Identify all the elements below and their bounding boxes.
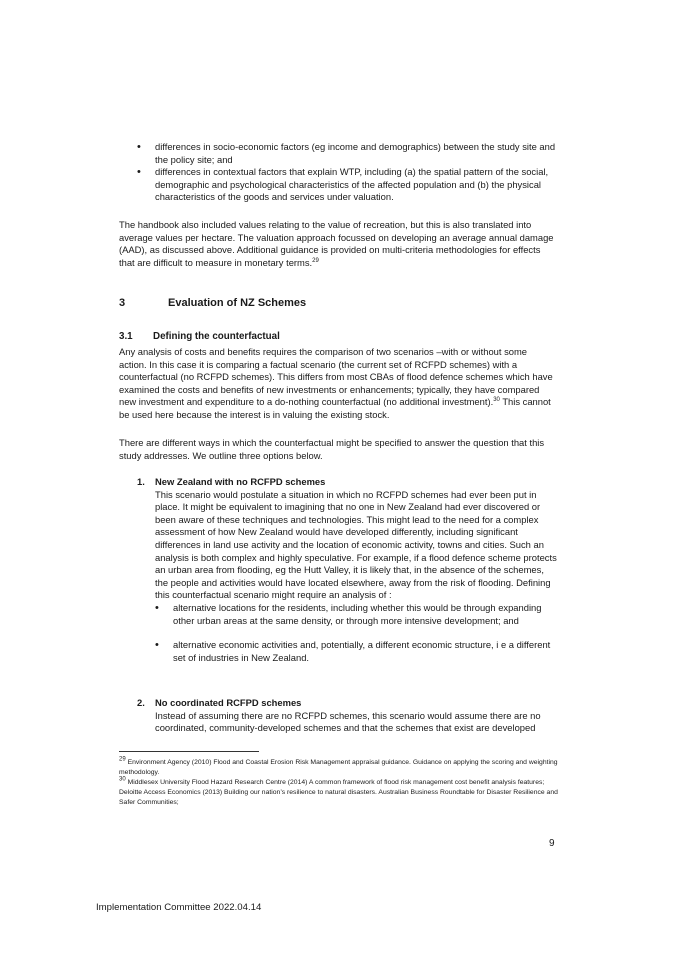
top-bullet-2: • differences in contextual factors that explain WTP, including (a) the spatial pattern of the social, demographic and psychological characteristics of the affected population and (b) the physical characteristics of the goods and services under valuation.: [137, 166, 557, 204]
section-heading: [119, 297, 306, 309]
paragraph-options-intro: There are different ways in which the counterfactual might be specified to answer the question that this study addresses. We outline three options below.: [119, 437, 545, 461]
paragraph-counterfactual: [119, 346, 557, 422]
footnote-29: [119, 758, 559, 778]
paragraph-counterfactual-text-b: This cannot be used here because the interest is in valuing the existing stock.: [119, 396, 551, 420]
footnote-30-text: Middlesex University Flood Hazard Research Centre (2014) A common framework of flood risk management cost benefit analysis features; Deloitte Access Economics (2013) Building our nation’s resilience to natural disasters. Australian Business Roundtable for Disaster Resilience and Safer Communities;: [119, 779, 558, 806]
page-number: 9: [549, 838, 555, 849]
paragraph-handbook-text: The handbook also included values relating to the value of recreation, but this is also translated into average values per hectare. The valuation approach focussed on developing an average annual damage (AAD), as discussed above. Additional guidance is provided on multi-criteria methodologies for effects that are difficult to measure in monetary terms.: [119, 219, 554, 268]
subsection-number: 3.1: [119, 331, 133, 342]
footnote-29-text: Environment Agency (2010) Flood and Coastal Erosion Risk Management appraisal guidance. Guidance on applying the scoring and weighting methodology.: [119, 759, 558, 776]
option-1-bullet-2: • alternative economic activities and, potentially, a different economic structure, i e a different set of industries in New Zealand.: [155, 639, 557, 664]
option-1-bullets: [155, 602, 557, 664]
top-bullet-list: [137, 141, 557, 204]
footnote-ref-29: 29: [312, 257, 319, 264]
option-2-title: No coordinated RCFPD schemes: [155, 697, 302, 708]
footnote-29-marker: 29: [119, 756, 126, 763]
option-1: [137, 476, 557, 664]
paragraph-counterfactual-text-a: Any analysis of costs and benefits requires the comparison of two scenarios –with or without some action. In this case it is comparing a factual scenario (the current set of RCFPD schemes) with a counterfactual (no RCFPD schemes). This differs from most CBAs of flood defence schemes which have examined the costs and benefits of new investments or enhancements; typically, they have compared new investment and expenditure to a do-nothing counterfactual (no additional investment).: [119, 346, 553, 408]
section-number: 3: [119, 297, 126, 309]
footer-text: Implementation Committee 2022.04.14: [96, 902, 262, 913]
paragraph-handbook: [119, 219, 557, 269]
footnote-ref-30: 30: [493, 397, 500, 404]
option-1-number: 1.: [137, 476, 145, 487]
footnote-30-marker: 30: [119, 776, 126, 783]
option-2-text: Instead of assuming there are no RCFPD schemes, this scenario would assume there are no coordinated, community-developed schemes and that the schemes that exist are developed: [155, 709, 541, 734]
option-1-title: New Zealand with no RCFPD schemes: [155, 476, 326, 487]
footnotes: [119, 758, 559, 808]
option-list-2: [137, 697, 557, 735]
subsection-title: Defining the counterfactual: [153, 331, 280, 342]
footnote-30: [119, 778, 559, 808]
option-1-bullet-1: • alternative locations for the residents, including whether this would be through expanding other urban areas at the same density, or through more intensive development; and: [155, 602, 557, 627]
section-title: Evaluation of NZ Schemes: [168, 297, 307, 309]
footnote-separator: [119, 751, 259, 752]
option-2-number: 2.: [137, 697, 145, 708]
option-2: [137, 697, 557, 735]
subsection-heading: [119, 331, 280, 342]
option-list-1: [137, 476, 557, 664]
option-1-text: This scenario would postulate a situation in which no RCFPD schemes had ever been put in place. It might be equivalent to imagining that no one in New Zealand had ever discovered or been aware of these techniques and technologies. This might lead to the need for a complex assessment of how New Zealand would have developed differently, including significant differences in land use activity and the location of economic activity, towns and cities. Such an analysis is both complex and highly speculative. For example, if a flood defence scheme protects an urban area from flooding, eg the Hutt Valley, it is likely that, in the absence of the schemes, the people and activities would have located elsewhere, away from the risk of flooding. Defining this counterfactual scenario might require an analysis of :: [155, 488, 557, 601]
top-bullet-1: • differences in socio-economic factors (eg income and demographics) between the study site and the policy site; and: [137, 141, 557, 166]
